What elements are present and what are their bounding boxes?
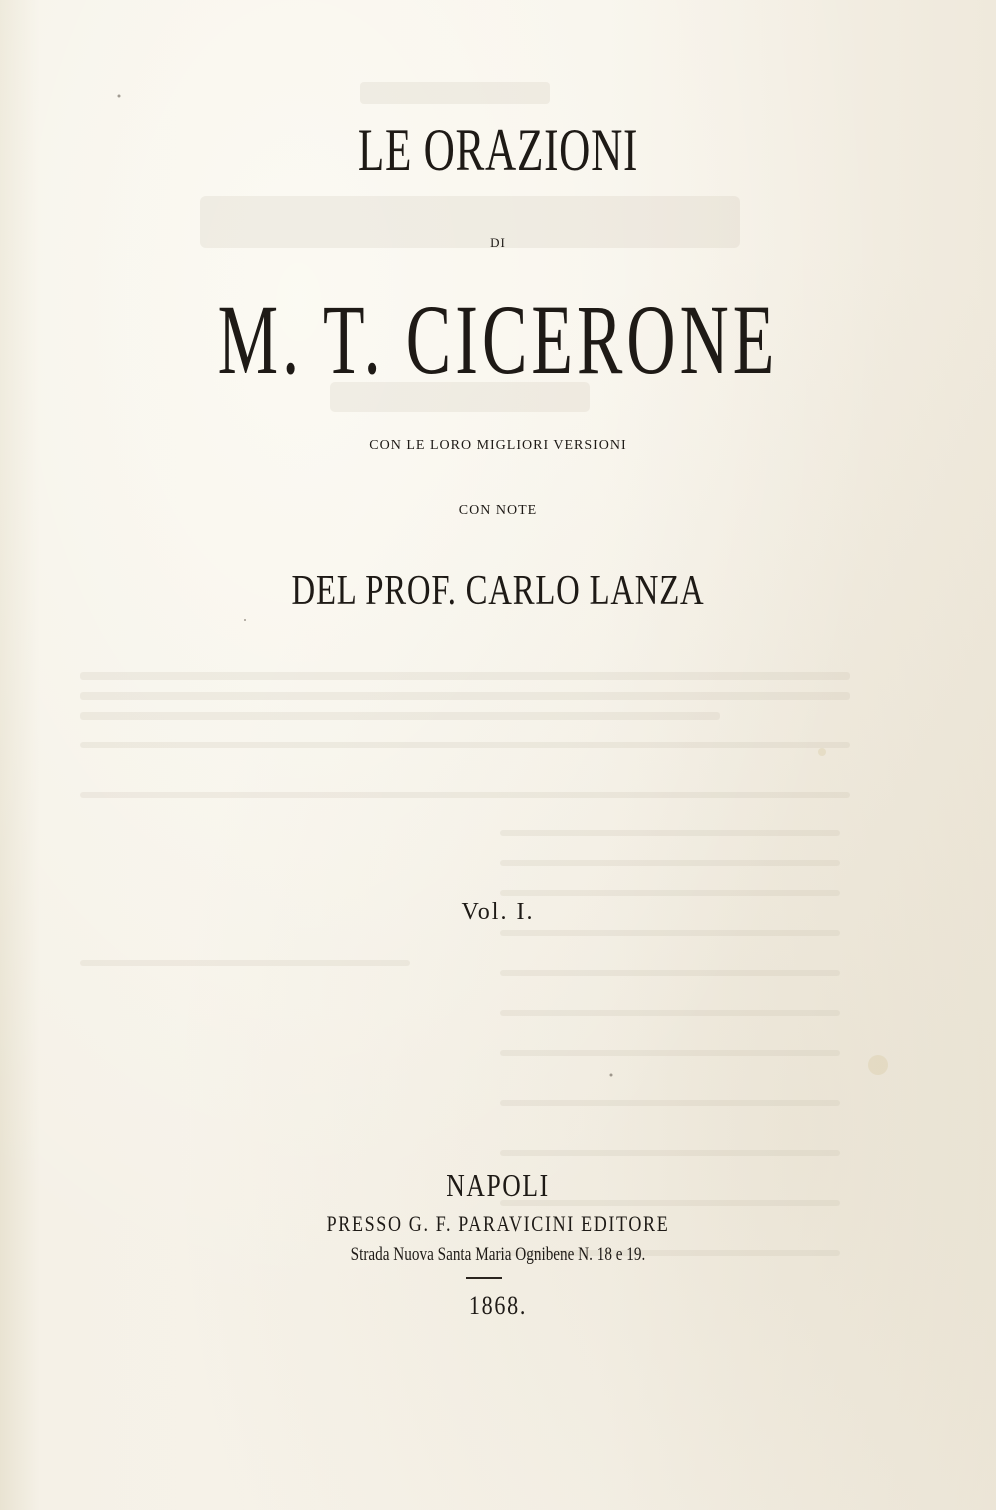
notes-line: CON NOTE	[458, 503, 538, 518]
author-line: DEL PROF. CARLO LANZA	[291, 568, 705, 614]
imprint-address: Strada Nuova Santa Maria Ognibene N. 18 e 19.	[350, 1244, 646, 1265]
title-line-1: LE ORAZIONI	[357, 117, 639, 183]
imprint-year: 1868.	[468, 1291, 528, 1320]
title-connector: DI	[490, 235, 506, 250]
imprint-divider	[466, 1277, 502, 1279]
subtitle: CON LE LORO MIGLIORI VERSIONI	[369, 438, 627, 453]
volume-label: Vol. I.	[461, 899, 535, 925]
imprint-publisher: PRESSO G. F. PARAVICINI EDITORE	[326, 1211, 670, 1236]
title-line-2: M. T. CICERONE	[217, 284, 779, 395]
imprint-city: NAPOLI	[446, 1167, 550, 1203]
